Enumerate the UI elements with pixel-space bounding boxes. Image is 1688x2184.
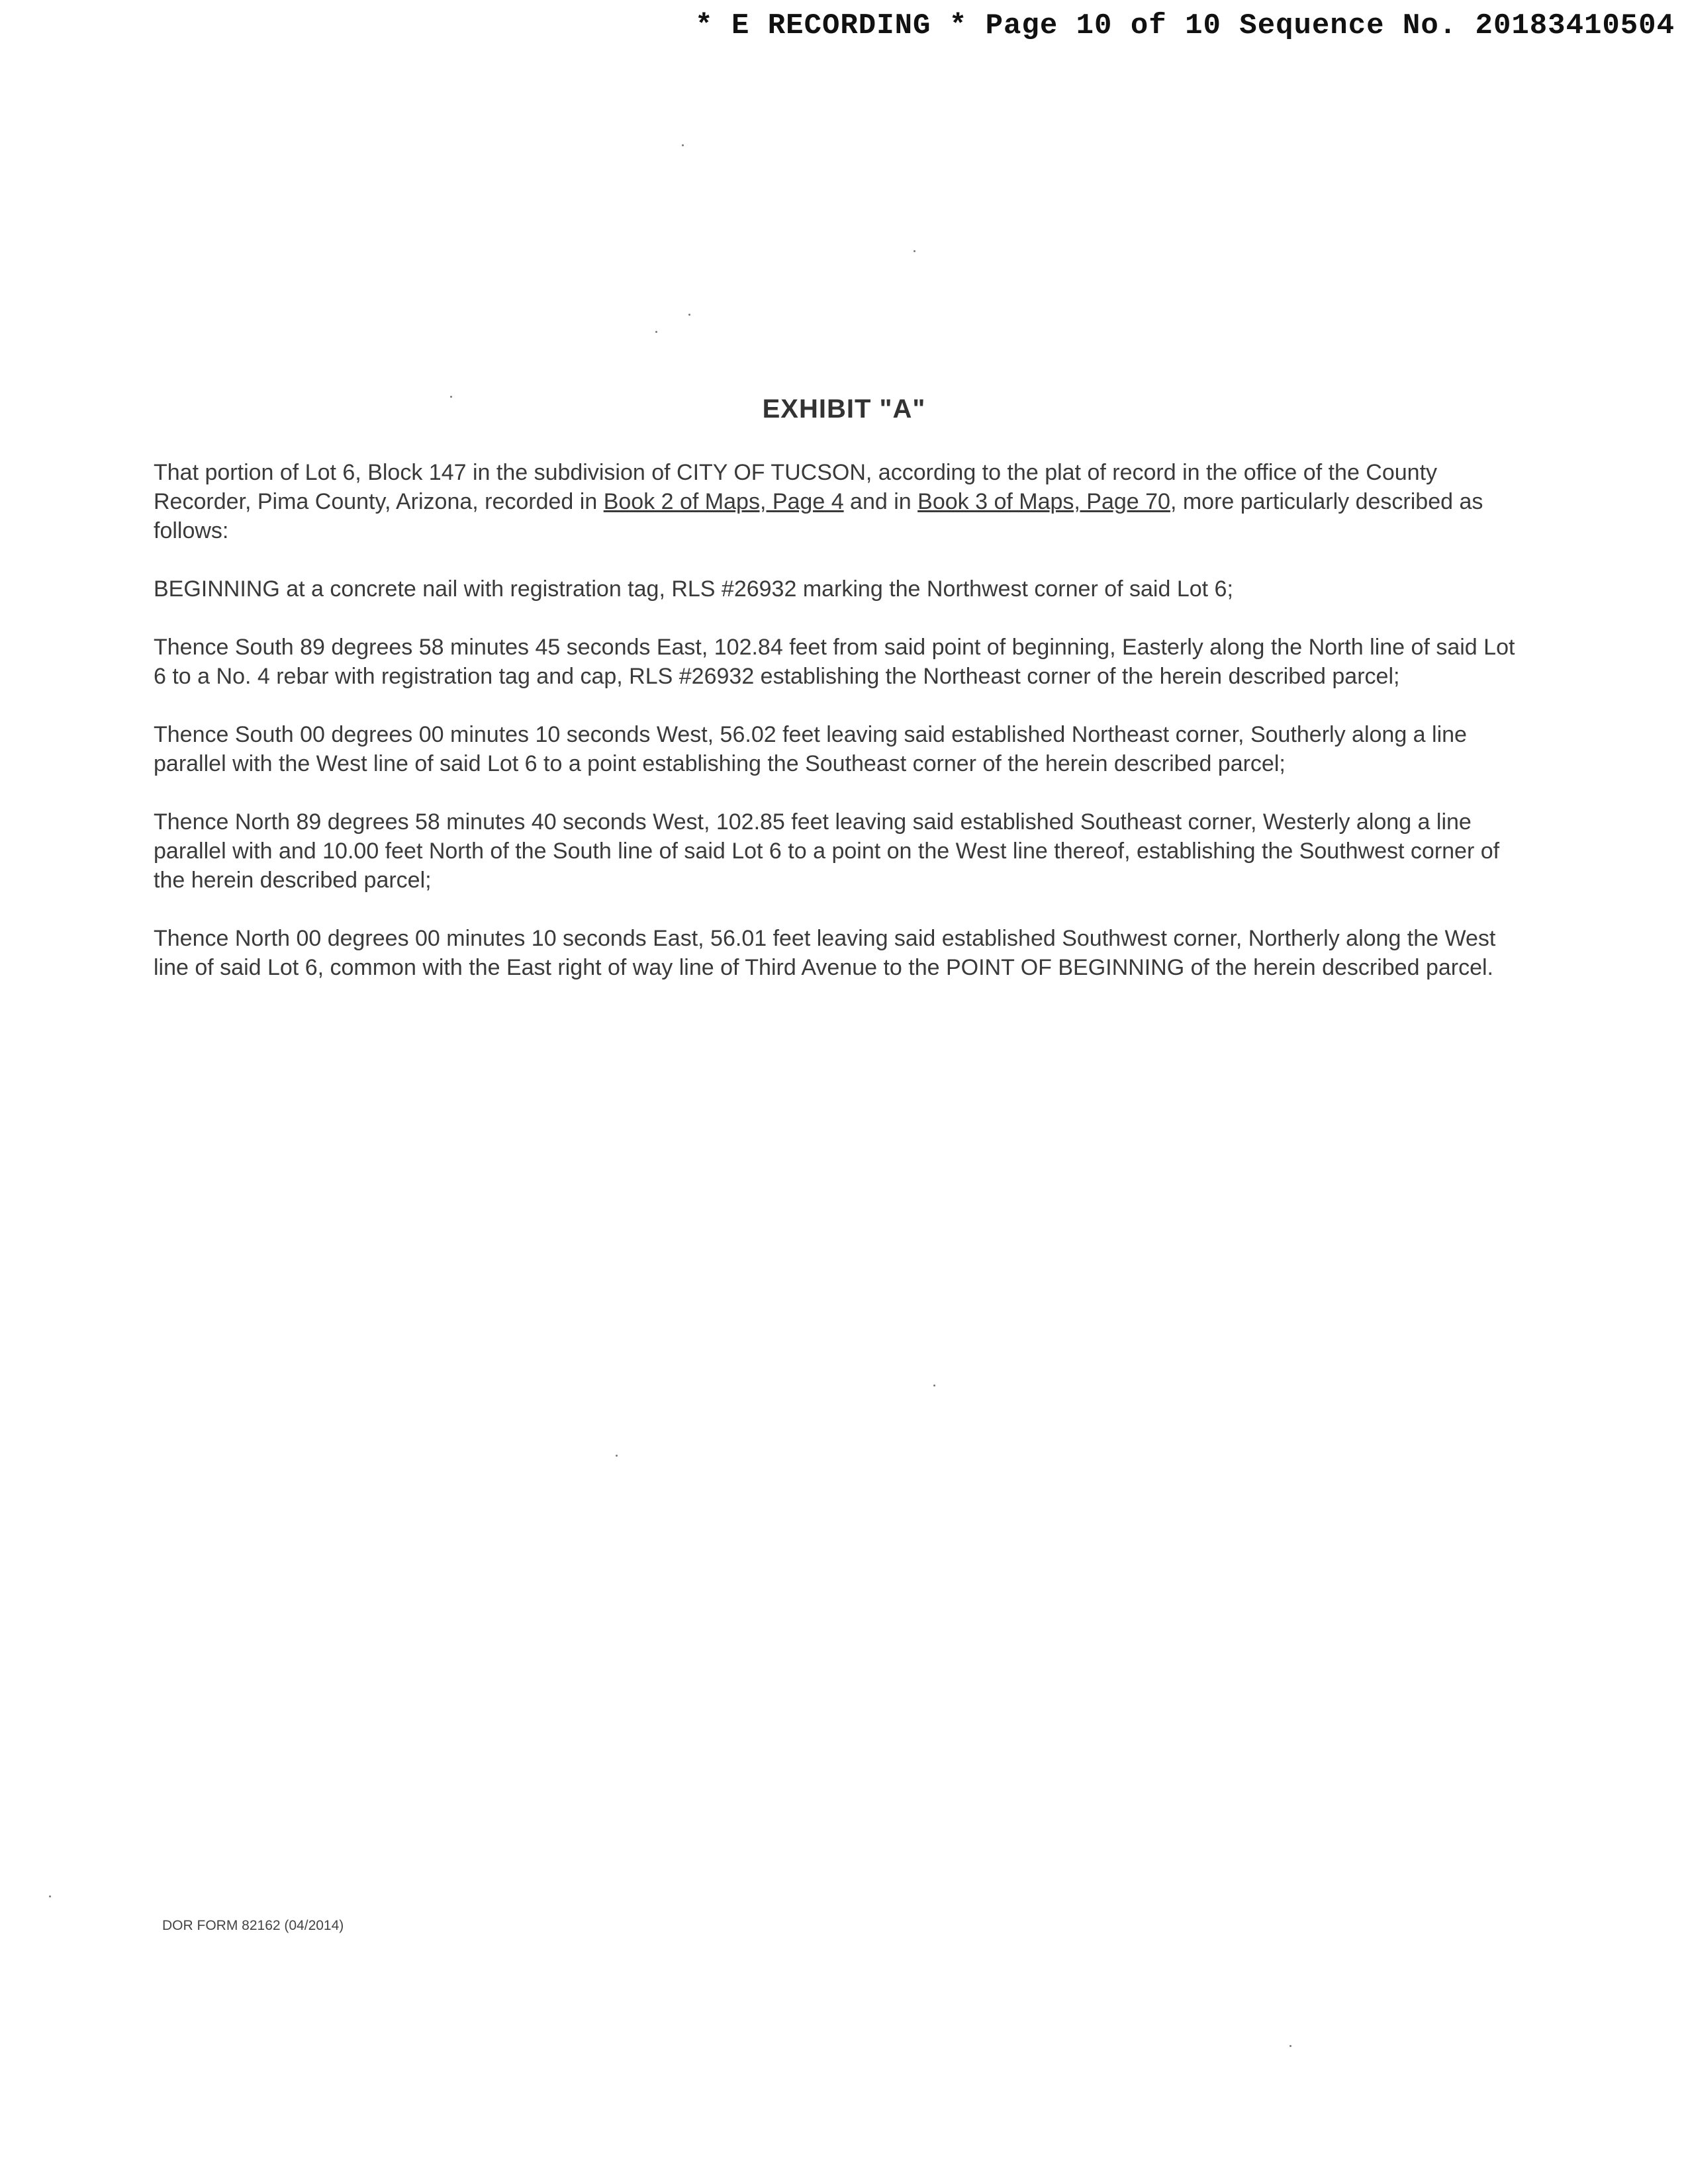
scan-speck [450, 396, 452, 398]
scan-speck [682, 144, 684, 146]
course-paragraph-1: Thence South 89 degrees 58 minutes 45 seconds East, 102.84 feet from said point of beginning, Easterly along the North line of said Lot 6 to a No. 4 rebar with registration tag and cap, RLS #26932 establishing the Northeast corner of the herein described parcel; [154, 635, 1515, 689]
exhibit-title: EXHIBIT "A" [762, 394, 926, 424]
recording-header: * E RECORDING * Page 10 of 10 Sequence No. 20183410504 [695, 9, 1675, 42]
book-reference-1: Book 2 of Maps, Page 4 [603, 489, 844, 514]
intro-text-2: and in [843, 489, 918, 514]
scan-speck [655, 331, 657, 333]
scan-speck [616, 1455, 618, 1457]
scan-speck [688, 314, 690, 316]
intro-paragraph [154, 458, 1530, 545]
book-reference-2: Book 3 of Maps, Page 70 [917, 489, 1170, 514]
form-number: DOR FORM 82162 (04/2014) [162, 1918, 344, 1933]
intro-text-3: , more particularly described as follows: [154, 489, 1483, 543]
scan-speck [914, 250, 915, 252]
scan-speck [1289, 2045, 1291, 2047]
course-paragraph-4: Thence North 00 degrees 00 minutes 10 seconds East, 56.01 feet leaving said established Southwest corner, Northerly along the West line of said Lot 6, common with the East right of way line of Third Avenue to the POINT OF BEGINNING of the herein described parcel. [154, 926, 1496, 980]
beginning-paragraph: BEGINNING at a concrete nail with registration tag, RLS #26932 marking the Northwest corner of said Lot 6; [154, 576, 1233, 602]
intro-text-1: That portion of Lot 6, Block 147 in the subdivision of CITY OF TUCSON, according to the plat of record in the office of the County Recorder, Pima County, Arizona, recorded in [154, 460, 1438, 514]
legal-description [154, 458, 1530, 1011]
scan-speck [933, 1385, 935, 1387]
course-paragraph-3: Thence North 89 degrees 58 minutes 40 seconds West, 102.85 feet leaving said established Southeast corner, Westerly along a line parallel with and 10.00 feet North of the South line of said Lot 6 to a point on the West line thereof, establishing the Southwest corner of the herein described parcel; [154, 809, 1500, 893]
course-paragraph-2: Thence South 00 degrees 00 minutes 10 seconds West, 56.02 feet leaving said established Northeast corner, Southerly along a line parallel with the West line of said Lot 6 to a point establishing the Southeast corner of the herein described parcel; [154, 722, 1467, 776]
scan-speck [49, 1895, 51, 1897]
